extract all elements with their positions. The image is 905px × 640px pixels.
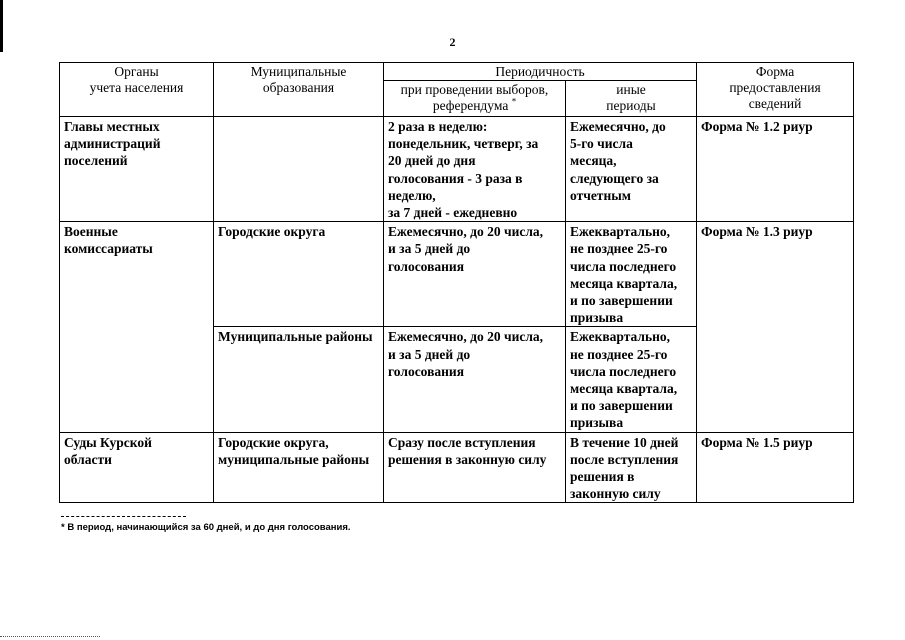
cell-line: месяца квартала, (570, 381, 678, 397)
cell-other (566, 432, 697, 503)
cell-elections (384, 432, 566, 503)
cell-line: не позднее 25-го (570, 241, 668, 257)
cell-organ (60, 432, 214, 503)
cell-line: месяца квартала, (570, 275, 678, 291)
cell-form: Форма № 1.5 риур (697, 432, 854, 503)
cell-other (566, 222, 697, 327)
cell-municipal (214, 117, 384, 222)
cell-elections (384, 117, 566, 222)
cell-line: месяца, (570, 153, 617, 169)
cell-line: следующего за (570, 170, 659, 186)
cell-line: администраций (64, 136, 161, 152)
cell-line: муниципальные районы (218, 451, 370, 467)
cell-organ (60, 117, 214, 222)
cell-line: законную силу (570, 486, 661, 502)
cell-line: голосования (388, 258, 464, 274)
header-organs-line: учета населения (89, 80, 184, 95)
cell-line: призыва (570, 415, 624, 431)
cell-line: Городские округа, (218, 434, 329, 450)
cell-line: Главы местных (64, 119, 160, 134)
cell-municipal (214, 222, 384, 327)
cell-line: не позднее 25-го (570, 346, 668, 362)
header-other-line: периоды (606, 98, 656, 113)
cell-line: неделю, (388, 187, 436, 203)
cell-line: 20 дней до дня (388, 153, 476, 169)
cell-line: 5-го числа (570, 136, 633, 152)
cell-line: Городские округа (218, 224, 326, 240)
header-form-line: предоставления (729, 80, 821, 95)
cell-line: поселений (64, 153, 128, 169)
cell-line: Муниципальные районы (218, 329, 373, 345)
cell-line: решения в законную силу (388, 451, 547, 467)
cell-line: комиссариаты (64, 241, 153, 257)
cell-line: числа последнего (570, 258, 677, 274)
cell-line: голосования (388, 363, 464, 379)
cell-line: В течение 10 дней (570, 434, 679, 450)
cell-line: голосования - 3 раза в (388, 170, 523, 186)
cell-line: Ежемесячно, до 20 числа, (388, 224, 544, 240)
periodicity-table (59, 62, 854, 503)
header-municipal-line: Муниципальные (250, 64, 347, 79)
cell-line: отчетным (570, 187, 631, 203)
header-other-line: иные (616, 82, 646, 97)
cell-line: 2 раза в неделю: (388, 119, 488, 134)
cell-line: и за 5 дней до (388, 346, 471, 362)
header-periodicity: Периодичность (384, 63, 697, 81)
cell-line: призыва (570, 310, 624, 326)
header-form-line: Форма (755, 64, 795, 79)
header-municipal-line: образования (262, 80, 335, 95)
footnote-divider (61, 516, 186, 517)
footnote-marker: * (511, 96, 517, 107)
header-elections-line: при проведении выборов, (400, 82, 549, 97)
cell-line: и за 5 дней до (388, 241, 471, 257)
header-municipal (214, 63, 384, 117)
cell-municipal (214, 432, 384, 503)
header-organs (60, 63, 214, 117)
header-elections-line: референдума * (432, 96, 517, 113)
cell-line: Военные (64, 224, 118, 240)
cell-line: Ежеквартально, (570, 224, 671, 240)
cell-organ (60, 222, 214, 432)
cell-other (566, 327, 697, 432)
cell-elections (384, 327, 566, 432)
cell-line: Суды Курской (64, 434, 152, 450)
header-form (697, 63, 854, 117)
cell-form: Форма № 1.3 риур (697, 222, 854, 432)
cell-line: Ежемесячно, до (570, 119, 666, 134)
cell-line: числа последнего (570, 363, 677, 379)
cell-line: и по завершении (570, 398, 673, 414)
header-other-periods (566, 81, 697, 117)
cell-line: Сразу после вступления (388, 434, 536, 450)
cell-form: Форма № 1.2 риур (697, 117, 854, 222)
cell-elections (384, 222, 566, 327)
header-elections (384, 81, 566, 117)
cell-other (566, 117, 697, 222)
header-form-line: сведений (748, 96, 802, 111)
scan-bottom-mark (0, 636, 100, 637)
cell-municipal (214, 327, 384, 432)
cell-line: после вступления (570, 451, 679, 467)
footnote: * В период, начинающийся за 60 дней, и до дня голосования. (61, 522, 351, 533)
cell-line: Ежемесячно, до 20 числа, (388, 329, 544, 345)
cell-line: и по завершении (570, 293, 673, 309)
cell-line: Ежеквартально, (570, 329, 671, 345)
header-organs-line: Органы (114, 64, 159, 79)
cell-line: понедельник, четверг, за (388, 136, 539, 152)
cell-line: решения в (570, 469, 635, 485)
page-number: 2 (449, 35, 456, 49)
cell-line: области (64, 451, 112, 467)
cell-line: за 7 дней - ежедневно (388, 205, 518, 221)
